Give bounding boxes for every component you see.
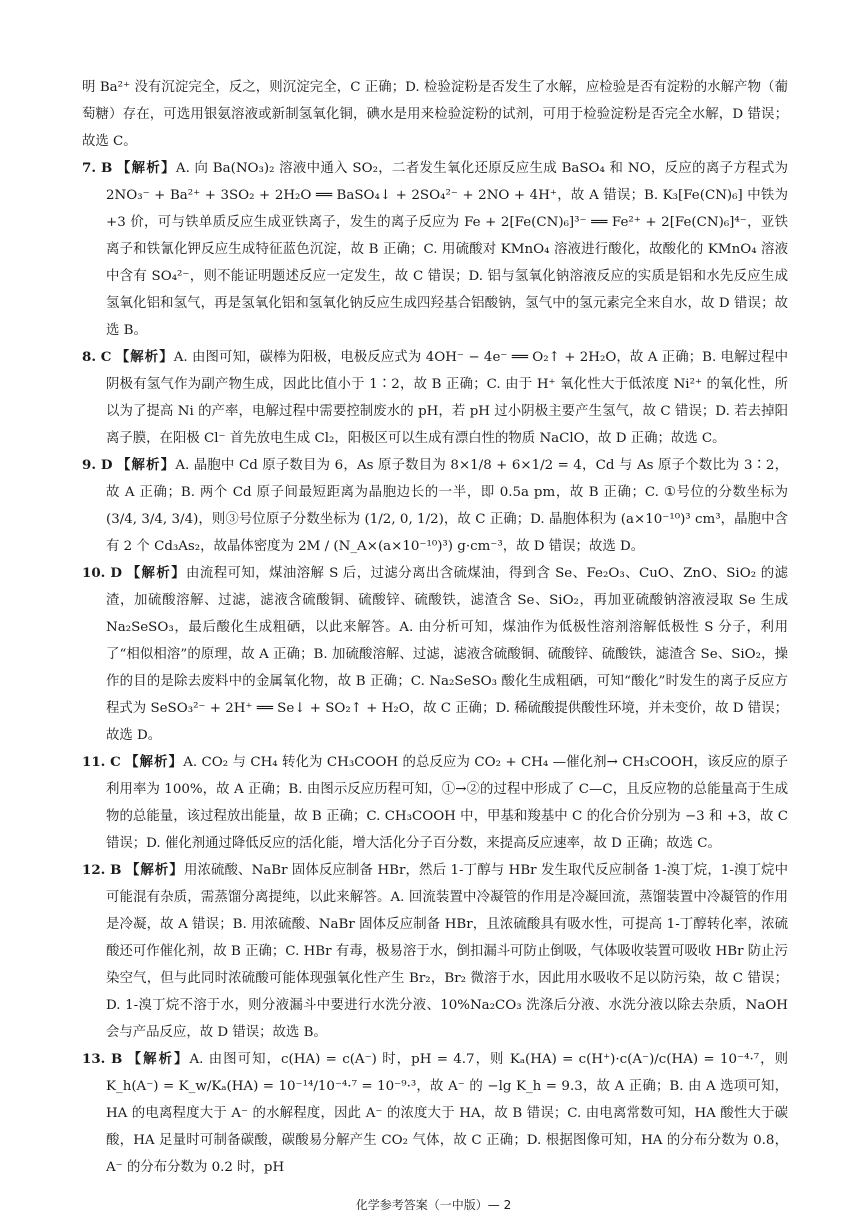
item-number: 9. D xyxy=(82,457,113,473)
item-number: 13. B xyxy=(82,1051,123,1067)
answer-item-10 xyxy=(82,560,788,749)
item-text: A. 向 Ba(NO₃)₂ 溶液中通入 SO₂，二者发生氧化还原反应生成 BaSO₄ 和 NO，反应的离子方程式为 2NO₃⁻ + Ba²⁺ + 3SO₂ + 2H₂O ══ BaSO₄↓ + 2SO₄²⁻ + 2NO + 4H⁺，故 A 错误；B. K₃[Fe(CN)₆] 中铁为 +3 价，可与铁单质反应生成亚铁离子，发生的离子反应为 Fe + 2[Fe(CN)₆]³⁻ ══ Fe²⁺ + 2[Fe(CN)₆]⁴⁻，亚铁离子和铁氰化钾反应生成特征蓝色沉淀，故 B 正确；C. 用硫酸对 KMnO₄ 溶液进行酸化，故酸化的 KMnO₄ 溶液中含有 SO₄²⁻，则不能证明题述反应一定发生，故 C 错误；D. 铝与氢氧化钠溶液反应的实质是铝和水先反应生成氢氧化铝和氢气，再是氢氧化铝和氢氧化钠反应生成四羟基合铝酸钠，氢气中的氢元素完全来自水，故 D 错误；故选 B。 xyxy=(106,161,788,338)
item-number: 11. C xyxy=(82,754,121,770)
page-footer: 化学参考答案（一中版）— 2 xyxy=(355,1198,512,1212)
item-text: A. 由图可知，碳棒为阳极，电极反应式为 4OH⁻ − 4e⁻ ══ O₂↑ + 2H₂O，故 A 正确；B. 电解过程中阴极有氢气作为副产物生成，因此比值小于 1∶2，故 B 正确；C. 由于 H⁺ 氧化性大于低浓度 Ni²⁺ 的氧化性，所以为了提高 Ni 的产率，电解过程中需要控制废水的 pH，若 pH 过小阴极主要产生氢气，故 C 错误；D. 若去掉阳离子膜，在阳极 Cl⁻ 首先放电生成 Cl₂，阳极区可以生成有漂白性的物质 NaClO，故 D 正确；故选 C。 xyxy=(106,350,788,446)
item-text: A. 晶胞中 Cd 原子数目为 6，As 原子数目为 8×1/8 + 6×1/2 = 4，Cd 与 As 原子个数比为 3∶2，故 A 正确；B. 两个 Cd 原子间最短距离为晶胞边长的一半，即 0.5a pm，故 B 正确；C. ①号位的分数坐标为 (3/4, 3/4, 3/4)，则③号位原子分数坐标为 (1/2, 0, 1/2)，故 C 正确；D. 晶胞体积为 (a×10⁻¹⁰)³ cm³，晶胞中含有 2 个 Cd₃As₂，故晶体密度为 2M / (N_A×(a×10⁻¹⁰)³) g·cm⁻³，故 D 错误；故选 D。 xyxy=(106,458,788,554)
item-text: 由流程可知，煤油溶解 S 后，过滤分离出含硫煤油，得到含 Se、Fe₂O₃、CuO、ZnO、SiO₂ 的滤渣，加硫酸溶解、过滤，滤液含硫酸铜、硫酸锌、硫酸铁，滤渣含 Se、SiO₂，再加亚硫酸钠溶液浸取 Se 生成 Na₂SeSO₃，最后酸化生成粗硒，以此来解答。A. 由分析可知，煤油作为低极性溶剂溶解低极性 S 分子，利用了“相似相溶”的原理，故 A 正确；B. 加硫酸溶解、过滤，滤液含硫酸铜、硫酸锌、硫酸铁，滤渣含 Se、SiO₂，操作的目的是除去废料中的金属氧化物，故 B 正确；C. Na₂SeSO₃ 酸化生成粗硒，可知“酸化”时发生的离子反应方程式为 SeSO₃²⁻ + 2H⁺ ══ Se↓ + SO₂↑ + H₂O，故 C 正确；D. 稀硫酸提供酸性环境，并未变价，故 D 错误；故选 D。 xyxy=(106,566,788,743)
analysis-tag: 【解析】 xyxy=(116,457,176,473)
item-number: 7. B xyxy=(82,160,113,176)
answer-item-7 xyxy=(82,155,788,344)
item-number: 10. D xyxy=(82,565,123,581)
item-number: 8. C xyxy=(82,349,112,365)
intro-paragraph: 明 Ba²⁺ 没有沉淀完全，反之，则沉淀完全，C 正确；D. 检验淀粉是否发生了水解，应检验是否有淀粉的水解产物（葡萄糖）存在，可选用银氨溶液或新制氢氧化铜，碘水是用来检验淀粉的试剂，可用于检验淀粉是否完全水解，D 错误；故选 C。 xyxy=(82,80,788,149)
item-text: A. 由图可知，c(HA) = c(A⁻) 时，pH = 4.7，则 Kₐ(HA) = c(H⁺)·c(A⁻)/c(HA) = 10⁻⁴·⁷，则 K_h(A⁻) = K_w/Kₐ(HA) = 10⁻¹⁴/10⁻⁴·⁷ = 10⁻⁹·³，故 A⁻ 的 −lg K_h = 9.3，故 A 正确；B. 由 A 选项可知，HA 的电离程度大于 A⁻ 的水解程度，因此 A⁻ 的浓度大于 HA，故 B 错误；C. 由电离常数可知，HA 酸性大于碳酸，HA 足量时可制备碳酸，碳酸易分解产生 CO₂ 气体，故 C 正确；D. 根据图像可知，HA 的分布分数为 0.8，A⁻ 的分布分数为 0.2 时，pH xyxy=(106,1052,788,1175)
item-text: 用浓硫酸、NaBr 固体反应制备 HBr，然后 1-丁醇与 HBr 发生取代反应制备 1-溴丁烷，1-溴丁烷中可能混有杂质，需蒸馏分离提纯，以此来解答。A. 回流装置中冷凝管的作用是冷凝回流，蒸馏装置中冷凝管的作用是冷凝，故 A 错误；B. 用浓硫酸、NaBr 固体反应制备 HBr，且浓硫酸具有吸水性，可提高 1-丁醇转化率，浓硫酸还可作催化剂，故 B 正确；C. HBr 有毒，极易溶于水，倒扣漏斗可防止倒吸，气体吸收装置可吸收 HBr 防止污染空气，但与此同时浓硫酸可能体现强氧化性产生 Br₂，Br₂ 微溶于水，因此用水吸收不足以防污染，故 C 错误；D. 1-溴丁烷不溶于水，则分液漏斗中要进行水洗分液、10%Na₂CO₃ 洗涤后分液、水洗分液以除去杂质，NaOH 会与产品反应，故 D 错误；故选 B。 xyxy=(106,863,789,1040)
analysis-tag: 【解析】 xyxy=(125,862,184,878)
answer-item-11 xyxy=(82,749,788,857)
analysis-tag: 【解析】 xyxy=(127,1051,190,1067)
analysis-tag: 【解析】 xyxy=(115,349,174,365)
analysis-tag: 【解析】 xyxy=(126,565,187,581)
item-number: 12. B xyxy=(82,862,122,878)
analysis-tag: 【解析】 xyxy=(125,754,184,770)
item-text: A. CO₂ 与 CH₄ 转化为 CH₃COOH 的总反应为 CO₂ + CH₄ —催化剂→ CH₃COOH，该反应的原子利用率为 100%，故 A 正确；B. 由图示反应历程可知，①→②的过程中形成了 C—C，且反应物的总能量高于生成物的总能量，该过程放出能量，故 B 正确；C. CH₃COOH 中，甲基和羧基中 C 的化合价分别为 −3 和 +3，故 C 错误；D. 催化剂通过降低反应的活化能，增大活化分子百分数，来提高反应速率，故 D 正确；故选 C。 xyxy=(106,755,789,851)
answer-item-8 xyxy=(82,344,788,452)
answer-item-13 xyxy=(82,1046,788,1181)
analysis-tag: 【解析】 xyxy=(116,160,176,176)
answer-item-9 xyxy=(82,452,788,560)
answer-item-12 xyxy=(82,857,788,1046)
answer-content xyxy=(82,74,788,1181)
